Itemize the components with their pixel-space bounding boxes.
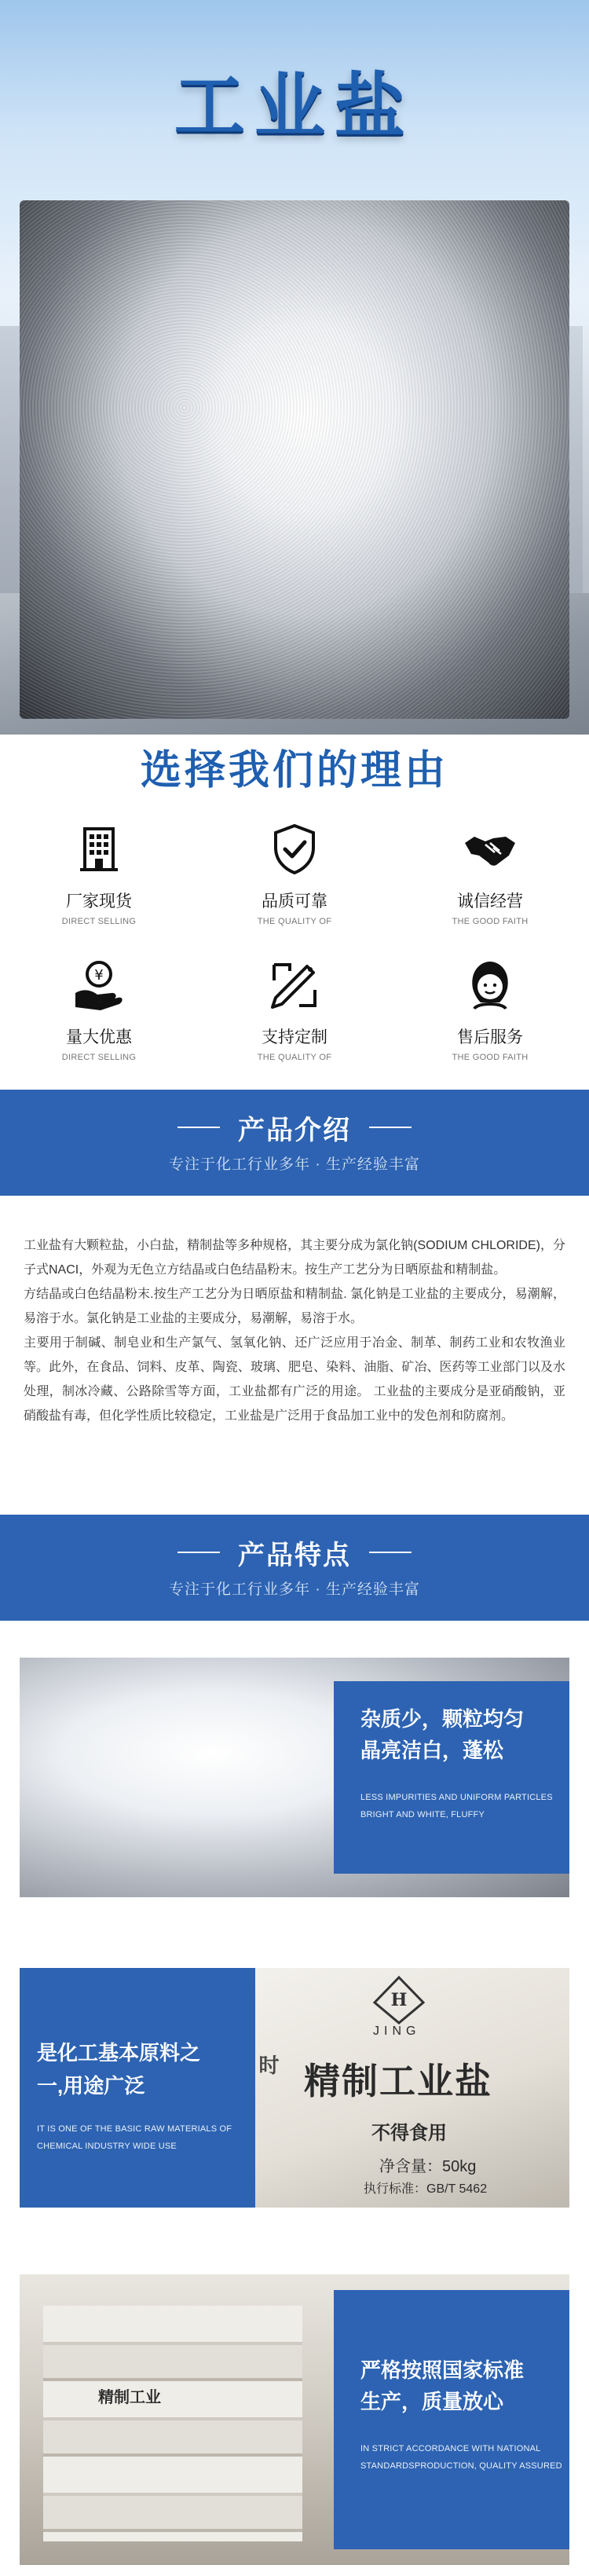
bag-warning: 不得食用 bbox=[371, 2123, 447, 2144]
reason-sub: DIRECT SELLING bbox=[61, 917, 137, 926]
handshake-icon bbox=[462, 821, 518, 878]
intro-banner-subtitle: 专注于化工行业多年 · 生产经验丰富 bbox=[169, 1156, 420, 1173]
feature-title-line: 杂质少，颗粒均匀 bbox=[360, 1707, 525, 1731]
feature-title-line: 晶亮洁白，蓬松 bbox=[360, 1739, 504, 1762]
intro-paragraph: 主要用于制碱、制皂业和生产氯气、氢氧化钠、还广泛应用于冶金、制革、制药工业和农牧渔业等。此外，在食品、饲料、皮革、陶瓷、玻璃、肥皂、染料、油脂、矿冶、医药等工业部门以及水处理，制冰冷藏、公路除雪等方面，工业盐都有广泛的用途。 工业盐的主要成分是亚硝酸钠，亚硝酸盐有毒，但化学性质比较稳定，工业盐是广泛用于食品加工业中的发色剂和防腐剂。 bbox=[24, 1336, 565, 1423]
reason-sub: DIRECT SELLING bbox=[61, 1053, 137, 1062]
feature-card-raw-material bbox=[20, 1968, 569, 2208]
feature-title-line: 是化工基本原料之 bbox=[37, 2041, 201, 2065]
brand-logo bbox=[371, 1974, 426, 2026]
reasons-title: 选择我们的理由 bbox=[140, 748, 448, 793]
reason-item-quality bbox=[208, 821, 381, 926]
features-banner-subtitle: 专注于化工行业多年 · 生产经验丰富 bbox=[169, 1581, 420, 1598]
hero-title: 工业盐 bbox=[174, 68, 415, 146]
feature-en-line: STANDARDSPRODUCTION, QUALITY ASSURED bbox=[360, 2461, 562, 2471]
svg-text:H: H bbox=[390, 1990, 408, 2010]
bag-product-name: 精制工业盐 bbox=[304, 2061, 492, 2101]
reason-sub: THE QUALITY OF bbox=[257, 917, 332, 926]
feature-en-line: LESS IMPURITIES AND UNIFORM PARTICLES bbox=[360, 1793, 553, 1802]
feature-title-line: 生产，质量放心 bbox=[360, 2390, 504, 2413]
reason-sub: THE GOOD FAITH bbox=[452, 1053, 529, 1062]
features-banner bbox=[0, 1515, 589, 1621]
feature-en-line: CHEMICAL INDUSTRY WIDE USE bbox=[37, 2142, 177, 2151]
stacked-bag-label: 精制工业 bbox=[98, 2389, 161, 2406]
feature-en-line: IN STRICT ACCORDANCE WITH NATIONAL bbox=[360, 2444, 541, 2453]
bag-standard: 执行标准：GB/T 5462 bbox=[364, 2182, 488, 2196]
customize-icon bbox=[266, 957, 323, 1013]
reason-item-volume-discount bbox=[13, 957, 185, 1062]
bag-brand: JING bbox=[373, 2025, 421, 2038]
intro-banner bbox=[0, 1090, 589, 1196]
reason-label: 支持定制 bbox=[262, 1028, 327, 1046]
intro-paragraph: 工业盐有大颗粒盐，小白盐，精制盐等多种规格，其主要分成为氯化钠(SODIUM CHLORIDE)，分子式NACI，外观为无色立方结晶或白色结晶粉末。按生产工艺分为日晒原盐和精制盐。 bbox=[24, 1239, 565, 1277]
reasons-section bbox=[0, 735, 589, 1096]
reason-label: 售后服务 bbox=[457, 1028, 523, 1046]
salt-photo bbox=[20, 200, 569, 719]
svg-text:¥: ¥ bbox=[94, 967, 104, 984]
bag-net-weight: 净含量：50kg bbox=[379, 2158, 477, 2175]
feature-panel bbox=[334, 1681, 569, 1874]
salt-bag-photo bbox=[255, 1968, 569, 2208]
product-intro-text bbox=[24, 1233, 565, 1428]
feature-title-line: 严格按照国家标准 bbox=[360, 2358, 525, 2382]
intro-paragraph: 方结晶或白色结晶粉末.按生产工艺分为日晒原盐和精制盐. 氯化钠是工业盐的主要成分，易潮解，易溶于水。氯化钠是工业盐的主要成分，易潮解，易溶于水。 bbox=[24, 1288, 565, 1325]
reason-sub: THE QUALITY OF bbox=[257, 1053, 332, 1062]
service-agent-icon bbox=[462, 957, 518, 1013]
intro-banner-title: 产品介绍 bbox=[238, 1116, 351, 1145]
feature-panel bbox=[334, 2290, 569, 2549]
feature-card-standard bbox=[20, 2274, 569, 2565]
bag-side-text: 时 bbox=[256, 2054, 280, 2075]
feature-en-line: IT IS ONE OF THE BASIC RAW MATERIALS OF bbox=[37, 2124, 232, 2134]
feature-card-purity bbox=[20, 1658, 569, 1897]
stacked-bags-photo bbox=[43, 2306, 302, 2541]
reason-item-factory-stock bbox=[13, 821, 185, 926]
reason-label: 量大优惠 bbox=[66, 1028, 132, 1046]
feature-title-line: 一,用途广泛 bbox=[37, 2074, 145, 2098]
shield-check-icon bbox=[266, 821, 323, 878]
features-banner-title: 产品特点 bbox=[238, 1541, 351, 1570]
feature-en-line: BRIGHT AND WHITE, FLUFFY bbox=[360, 1810, 485, 1819]
reason-sub: THE GOOD FAITH bbox=[452, 917, 529, 926]
reason-label: 诚信经营 bbox=[457, 892, 523, 911]
reason-item-customization bbox=[208, 957, 381, 1062]
reason-item-good-faith bbox=[404, 821, 576, 926]
reason-item-after-sales bbox=[404, 957, 576, 1062]
reason-label: 厂家现货 bbox=[66, 892, 132, 911]
building-icon bbox=[71, 821, 127, 878]
banner-divider-right bbox=[369, 1552, 412, 1553]
hero-section bbox=[0, 0, 589, 735]
banner-divider-right bbox=[369, 1127, 412, 1128]
coin-hand-icon bbox=[71, 957, 127, 1013]
reason-label: 品质可靠 bbox=[262, 892, 327, 911]
